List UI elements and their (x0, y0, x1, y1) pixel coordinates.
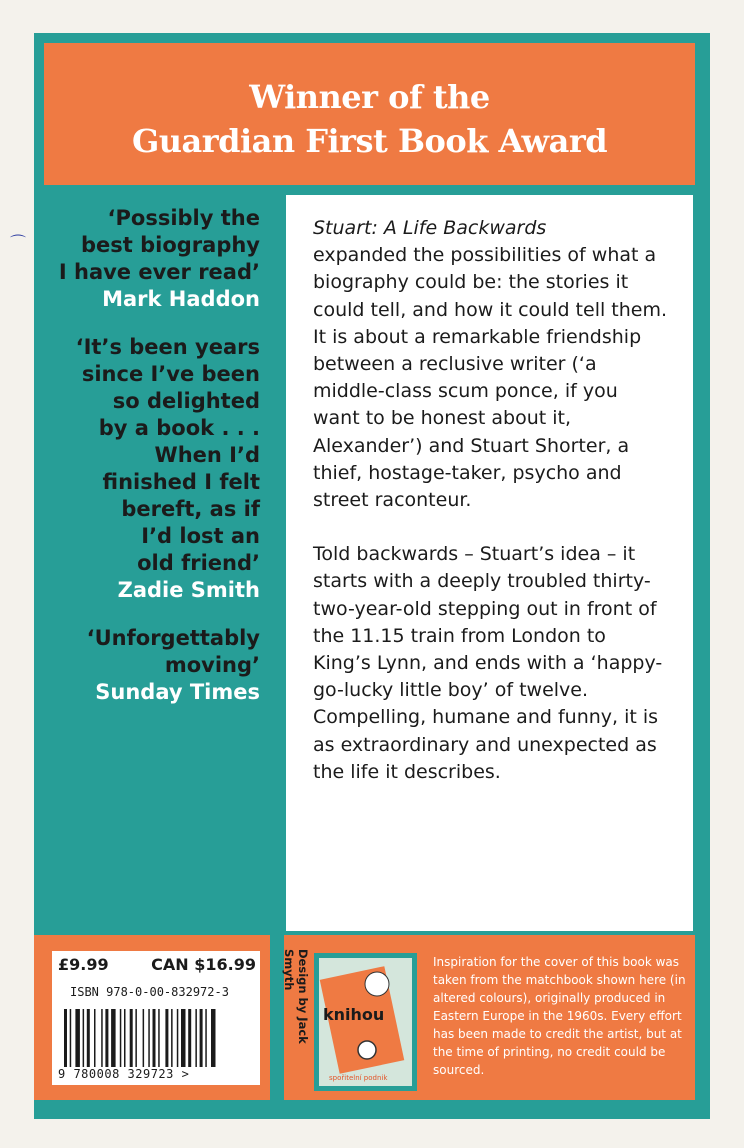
barcode-icon (62, 1009, 252, 1071)
design-credit: Design by Jack Smyth (282, 949, 310, 1044)
price-box (34, 935, 270, 1100)
quote-haddon (54, 205, 260, 313)
matchbook-image (314, 953, 417, 1091)
quote-line: old friend’ (137, 551, 260, 575)
isbn: ISBN 978-0-00-832972-3 (70, 985, 229, 999)
quote-line: I have ever read’ (58, 260, 260, 284)
quote-line: ‘Possibly the (107, 206, 260, 230)
blurb-paragraph-2: Told backwards – Stuart’s idea – it starts with a deeply troubled thirty-two-year-old stepping out in front of the 11.15 train from London to King’s Lynn, and ends with a ‘happy-go-lucky little boy’ of twelve. Compelling, humane and funny, it is as extraordinary and unexpected as the life it describes. (313, 543, 663, 783)
blurb-panel (286, 195, 693, 931)
quote-line: so delighted (112, 389, 260, 413)
quote-line: finished I felt (102, 470, 260, 494)
can-price: CAN $16.99 (151, 955, 256, 974)
quote-attribution: Sunday Times (95, 680, 260, 704)
award-line-1: Winner of the (249, 78, 490, 116)
uk-price: £9.99 (58, 955, 109, 974)
award-banner (44, 43, 695, 185)
blurb-text: expanded the possibilities of what a biography could be: the stories it could tell, and how it could tell them. It is about a remarkable friendship between a reclusive writer (‘a middle-class scum ponce, if you want to be honest about it, Alexander’) and Stuart Shorter, a thief, hostage-taker, psycho and street raconteur. (313, 244, 668, 512)
quote-line: bereft, as if (121, 497, 260, 521)
cover-info-box (284, 935, 695, 1100)
quote-line: ‘It’s been years (75, 335, 260, 359)
blurb-paragraph-1 (313, 215, 669, 514)
matchbook-icon (319, 958, 412, 1086)
matchbook-word: knihou (323, 1005, 385, 1024)
barcode-number: 9 780008 329723 > (58, 1067, 190, 1081)
quote-line: moving’ (164, 653, 260, 677)
barcode-panel (52, 951, 260, 1085)
matchbook-footer: spořitelní podnik (329, 1074, 388, 1082)
quote-smith (54, 334, 260, 604)
pen-mark: ⌒ (10, 233, 27, 252)
quote-line: since I’ve been (81, 362, 260, 386)
quote-sunday-times (54, 625, 260, 706)
book-title: Stuart: A Life Backwards (313, 217, 547, 239)
quote-attribution: Zadie Smith (117, 578, 260, 602)
quote-line: I’d lost an (141, 524, 260, 548)
quote-line: When I’d (154, 443, 260, 467)
back-cover (34, 33, 710, 1119)
quote-line: by a book . . . (98, 416, 260, 440)
cover-note: Inspiration for the cover of this book was taken from the matchbook shown here (in altered colours), originally produced in Eastern Europe in the 1960s. Every effort has been made to credit the artist, but at the time of printing, no credit could be sourced. (433, 955, 686, 1077)
quote-attribution: Mark Haddon (102, 287, 260, 311)
quote-line: ‘Unforgettably (86, 626, 260, 650)
award-line-2: Guardian First Book Award (131, 122, 608, 160)
review-quotes (54, 205, 260, 727)
quote-line: best biography (80, 233, 260, 257)
